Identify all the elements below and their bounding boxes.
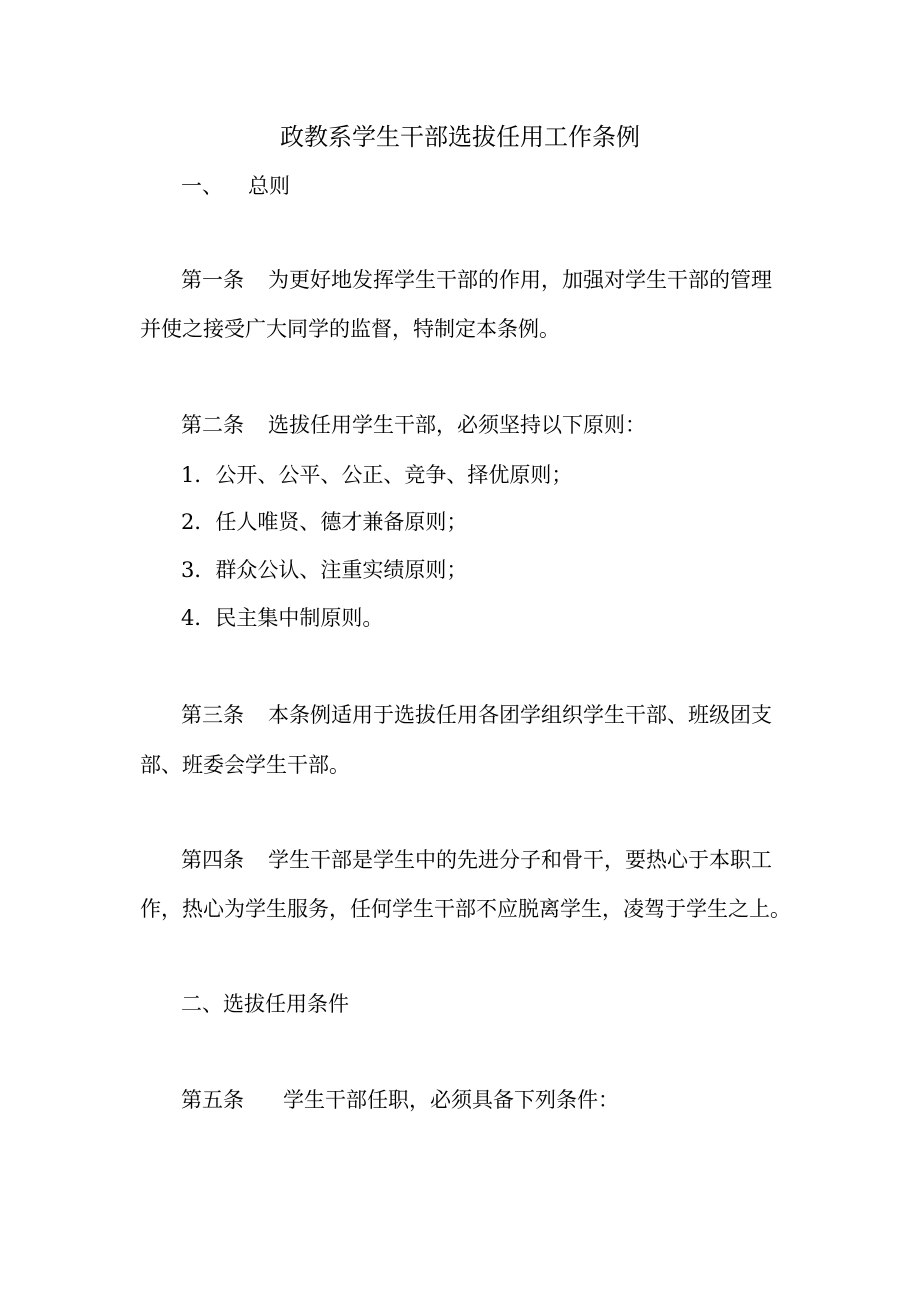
section1-number: 一、: [181, 174, 223, 198]
article4-text-line2: 作，热心为学生服务，任何学生干部不应脱离学生，凌驾于学生之上。: [140, 897, 791, 921]
section2-heading: 二、选拔任用条件: [181, 992, 349, 1016]
article2-item-2: 2．任人唯贤、德才兼备原则；: [181, 510, 468, 534]
article1-label: 第一条: [181, 268, 244, 292]
article3-text-line2: 部、班委会学生干部。: [140, 753, 350, 777]
article5-text-line1: 学生干部任职，必须具备下列条件：: [283, 1088, 619, 1112]
article2-label: 第二条: [181, 413, 244, 437]
document-title: 政教系学生干部选拔任用工作条例: [280, 123, 640, 151]
article4-text-line1: 学生干部是学生中的先进分子和骨干，要热心于本职工: [268, 848, 772, 872]
article2-item-3: 3．群众公认、注重实绩原则；: [181, 558, 468, 582]
section1-heading: 总则: [248, 174, 290, 198]
article2-text-line1: 选拔任用学生干部，必须坚持以下原则：: [268, 413, 646, 437]
article2-item-1: 1．公开、公平、公正、竞争、择优原则；: [181, 463, 573, 487]
article1-text-line1: 为更好地发挥学生干部的作用，加强对学生干部的管理: [268, 268, 772, 292]
article2-item-4: 4．民主集中制原则。: [181, 606, 384, 630]
article1-text-line2: 并使之接受广大同学的监督，特制定本条例。: [140, 317, 560, 341]
article3-text-line1: 本条例适用于选拔任用各团学组织学生干部、班级团支: [268, 703, 772, 727]
article3-label: 第三条: [181, 703, 244, 727]
article5-label: 第五条: [181, 1088, 244, 1112]
article4-label: 第四条: [181, 848, 244, 872]
